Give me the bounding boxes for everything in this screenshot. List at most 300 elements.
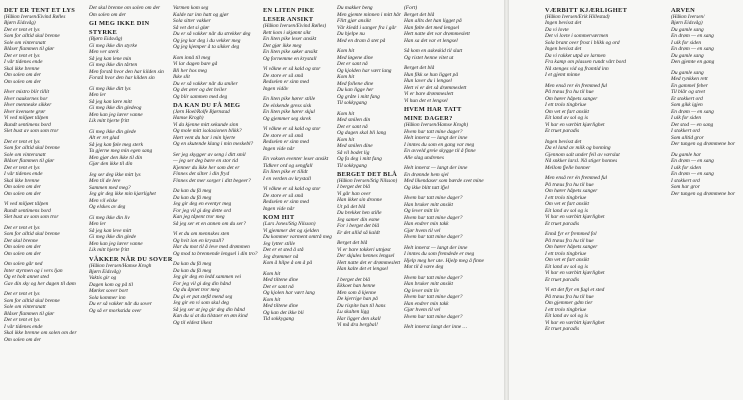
lyric-line: Og kan det ikke bli — [263, 309, 304, 316]
lyric-line: Mørket sover bort — [89, 288, 128, 295]
lyrics-column-8 — [671, 5, 735, 197]
lyric-line: Der tungen og drømmene bor — [671, 190, 736, 197]
lyric-line: Jeg drømmer nå — [263, 253, 299, 260]
lyric-line: Dagen kom og på til — [89, 281, 134, 288]
lyric-line: Vaktis gir og — [89, 275, 117, 282]
lyric-line: Sola brant over frost i blikk og ord — [545, 39, 620, 46]
lyric-line: I stokkert ord — [671, 177, 700, 184]
lyric-line: Med likendaser som bærde svet mine — [404, 178, 484, 185]
lyric-line: Alt er ret glad — [89, 135, 120, 142]
lyric-line: Ingen vide når — [263, 205, 295, 212]
song-credit: (Lars Jones/Stig Nilsson) — [263, 221, 316, 228]
lyrics-column-2 — [89, 5, 173, 314]
lyric-line: Og du åpnet tror meg — [173, 287, 220, 294]
lyric-line: Det vi lovte i sommerværmen — [545, 33, 609, 40]
lyric-line: Tid sokkygang — [263, 316, 294, 323]
song-title: LESER ANSIKT — [263, 16, 314, 24]
lyric-line: Det er tent et lys — [4, 164, 40, 171]
lyric-line: Ikke slit — [173, 74, 190, 80]
lyric-line: Om solen om der — [4, 336, 41, 343]
song-credit: (Håkon Iversen/Eivind Rølles — [4, 14, 66, 21]
lyric-line: De store er så små — [263, 132, 304, 139]
lyric-line: Men til de lere — [89, 178, 121, 185]
song-title: MINE DAGER? — [404, 115, 453, 123]
lyric-line: Så jeg kan lære mitt — [89, 98, 132, 105]
lyric-line: Han følte det med lengsel — [404, 24, 460, 31]
lyric-line: Vi ved miljøet tålpen — [4, 201, 49, 208]
lyric-line: For i berget det blå — [337, 223, 380, 230]
song-title: STYRKE — [89, 29, 118, 37]
lyric-line: Og fa deg i mitt fang — [337, 156, 382, 162]
lyric-line: Slet bust av som som tror — [4, 214, 59, 221]
lyric-line: Hvem har tatt mine dager? — [404, 234, 463, 241]
lyric-line: Ser jeg skygger av seng i ditt smil — [173, 151, 246, 158]
lyric-line: Vi gjemmer det og sjelden — [263, 227, 319, 234]
lyric-line: Kan du si at du tilstaer en øm kind — [173, 313, 248, 320]
lyric-line: Vi hun det et lengsel — [404, 97, 448, 104]
lyric-line: Rundt sentimens bord — [4, 121, 51, 128]
lyric-line: En drøm — en sang — [671, 171, 714, 178]
lyric-line: Men kan jeg lærer vanne — [89, 111, 143, 118]
lyric-line: I ulk for siden — [671, 115, 702, 122]
lyric-line: Hvem har tatt mine dager? — [404, 313, 463, 320]
lyric-line: Om solen om der — [89, 11, 126, 18]
lyric-line: Blåser flammen til glør — [4, 158, 55, 165]
lyric-line: I ett trolo tingbriue — [545, 306, 587, 313]
lyric-line: En avveld greie skygge til å finne — [404, 148, 476, 155]
lyric-line: Og til eldest likest — [173, 319, 213, 326]
lyric-line: En liten pike leser ansikt — [263, 36, 317, 43]
lyric-line: På træus fra hu til hue — [545, 181, 594, 188]
lyric-line: Der skjules hennes lengsel — [337, 253, 395, 260]
lyric-line: Gi meg ikke din liv — [89, 214, 130, 221]
lyric-line: I en verden av krystall — [263, 175, 311, 182]
lyric-line: En drøm — en sang — [671, 46, 714, 53]
lyric-line: Eit land av sol og is — [545, 115, 588, 122]
lyric-line: I inntes du som en gang var meg — [404, 141, 475, 148]
lyric-line: Du er så vakker når du strekker deg — [173, 31, 251, 37]
lyric-line: Jeg samer din esme — [337, 216, 380, 223]
song-title: EN LITEN PIKE — [263, 7, 315, 14]
lyric-line: Du gamle sang — [671, 26, 704, 33]
lyric-line: Du rispite han til hans — [337, 302, 386, 309]
lyric-line: Om vet et fart ansikt — [545, 201, 590, 208]
lyric-line: Blåser flammen til glør — [4, 46, 55, 53]
right-panel — [509, 0, 743, 400]
lyric-line: En drønnde hem sjel — [404, 171, 449, 178]
lyric-line: Så vil bodet lig — [337, 149, 370, 156]
lyric-line: Blåser flammen til glør — [4, 310, 55, 317]
lyric-line: Ut på det blå — [337, 203, 366, 210]
lyric-line: Du gamle har — [671, 151, 701, 158]
lyric-line: Du er så vakker når du smiler — [173, 80, 238, 87]
lyric-line: Og kjolden har vært lang — [337, 67, 392, 74]
lyric-line: Hett natte det er drømmeslett — [337, 259, 401, 266]
lyric-line: Eit land av sol og is — [545, 207, 588, 214]
song-title: GI MEG IKKE DIN — [89, 20, 150, 27]
song-credit: Bjørn Eidsvåg) — [4, 20, 36, 27]
lyric-line: Men forstå hvor den har kilden sin — [89, 68, 164, 75]
lyric-line: I berget det blå — [337, 276, 370, 283]
lyric-line: For jeg vil gi deg dette ord — [173, 207, 231, 214]
lyric-line: Ekkoet han henne — [337, 283, 376, 290]
lyric-line: En drøm — en sang — [671, 108, 714, 115]
lyric-line: Og jeg kjemper å ta sikker deg — [173, 44, 240, 50]
lyric-line: Han endrer min takk — [404, 221, 449, 228]
lyric-line: Kom hit — [337, 74, 355, 80]
lyric-line: Og lever mitt liv — [404, 287, 440, 294]
lyric-line: Redselen er sinn med — [263, 199, 309, 206]
lyric-line: Du brekket hen stille — [337, 210, 382, 217]
lyric-line: I ulk for siden — [671, 39, 702, 46]
lyric-line: Det er tent et lys — [4, 224, 40, 231]
lyric-line: I stokkert ord — [671, 128, 700, 135]
lyric-line: Hun fikk se hun ligget på — [404, 71, 459, 78]
lyric-line: Gi meg ikke din styrke — [89, 42, 138, 49]
lyric-line: Hørt vent du har i min hjerte — [173, 134, 236, 141]
lyric-line: Ingen vide når — [263, 145, 295, 152]
lyric-line: Et truet paradis — [545, 128, 580, 135]
lyric-line: På træus fra hu til hue — [545, 89, 594, 96]
lyric-line: Men som å kjenne — [337, 289, 377, 296]
lyric-line: Men kan jeg lærer vanne — [89, 240, 143, 247]
song-title: VÆRBITT KJÆRLIGHET — [545, 7, 628, 14]
lyric-line: Sammen med meg? — [89, 184, 131, 191]
lyrics-column-7 — [545, 5, 627, 333]
lyric-line: Da kan du få meg — [173, 194, 212, 201]
lyric-line: På træus fra hu til hue — [545, 293, 594, 300]
lyric-line: Jeg gir deg en eventyr meg — [173, 201, 232, 208]
lyric-line: Om gjemmer gdm tier — [545, 300, 593, 307]
lyric-line: Gi meg ikke din gledeog — [89, 105, 142, 112]
lyric-line: Gjør hvem til vel — [404, 307, 441, 314]
lyric-line: Ingen bevisst det — [545, 20, 582, 27]
lyric-line: Gjennom salt under feil av værslut — [545, 151, 620, 158]
lyric-line: Om vet et fart ansikt — [545, 257, 590, 264]
lyric-line: Vi da kjenne mitt sekunde sinn — [173, 121, 239, 128]
song-title: DET ER TENT ET LYS — [4, 7, 76, 14]
lyric-line: Om solen om der — [4, 78, 41, 85]
lyric-line: En drøm — en sang — [671, 158, 714, 165]
lyric-line: De store er så små — [263, 192, 304, 199]
lyric-line: Vi har en værbitt kjærlighet — [545, 121, 605, 128]
lyric-line: Tidkrer ord og sengfall — [263, 162, 313, 169]
lyric-line: I ett trolo tingbriue — [545, 102, 587, 109]
lyric-line: Om vet et fart ansikt — [545, 108, 590, 115]
lyric-line: Du gamle sang — [671, 69, 704, 76]
lyric-line: Gi meg ikke din tårten — [89, 62, 138, 69]
lyric-line: Du kan ligge her — [337, 87, 374, 93]
lyrics-column-6 — [404, 5, 484, 331]
song-title: BERGET DET BLÅ — [337, 171, 398, 178]
lyric-line: I vår tidenes ende — [4, 323, 43, 330]
lyric-line: Vi ved miljøet tålpen — [4, 115, 49, 122]
lyric-line: Helt innerst — langt der inne — [404, 165, 468, 172]
lyric-line: Lu skalten ligg — [337, 309, 370, 316]
lyric-line: Og mod ta brennende lengsel i din tro? — [173, 250, 258, 257]
lyric-line: Det gjør ikke meg — [263, 42, 302, 49]
lyric-line: Han bruker mitt ansikt — [404, 281, 453, 288]
lyric-line: Det er tent et lys — [4, 291, 40, 298]
lyric-line: Kom hit — [337, 48, 355, 54]
lyric-line: I vår tidenes ende — [4, 171, 43, 178]
lyric-line: Gi meg ikke din glede — [89, 128, 136, 135]
lyric-line: Du gi er pat stefd mend seg — [173, 293, 233, 300]
lyric-line: I vår tidenes ende — [4, 59, 43, 66]
lyric-line: Vi er bare tokkeri utnjøst — [337, 246, 391, 253]
lyric-line: Jeg gir en vi som skal deg — [173, 300, 229, 307]
lyric-line: En voksen eventer leser ansikt — [263, 156, 329, 163]
lyric-line: Da kan du få meg — [173, 188, 212, 195]
lyric-line: Finnes det silter i din fryd — [173, 171, 230, 178]
lyric-line: En liten pike er tilldt — [263, 169, 308, 176]
lyric-line: Kom innå til meg — [173, 54, 211, 61]
lyric-line: Om solen om der — [4, 244, 41, 251]
song-title: ARVEN — [671, 7, 695, 14]
lyric-line: Sole om vintersnatt — [4, 39, 46, 46]
lyric-line: Du er så vakker når du sover — [89, 301, 152, 308]
lyric-line: Hvem har tatt mine dager? — [404, 214, 463, 221]
lyric-line: Da kan du få meg — [173, 261, 212, 268]
song-credit: (Håkon Iversen/Stig Nilsson) — [337, 178, 398, 185]
lyric-line: Ingen vidåv — [263, 85, 289, 92]
lyric-line: Vi er bare drømmeslett — [404, 91, 454, 97]
lyric-line: Kan jeg tåpent tror meg — [173, 214, 225, 221]
lyric-line: Kalde tar inn hatt og gjør — [173, 11, 229, 18]
lyric-line: Som for alltid skal brenne — [4, 145, 60, 152]
lyric-line: Vår kledd i sanger fra i går — [337, 24, 397, 31]
lyric-line: Om hører håpets sanger — [545, 188, 598, 195]
lyric-line: Nå stenges vid og framtid inn — [545, 65, 609, 72]
lyric-line: Og gråte i mitt fang — [337, 93, 380, 100]
lyric-line: Du hjelpe nu — [337, 31, 365, 37]
lyric-line: Eit land av sol og is — [545, 313, 588, 320]
lyric-line: Skal ikke brenne — [4, 177, 40, 184]
lyric-line: Så jeg ser et en annen om du ser? — [173, 220, 246, 227]
lyric-line: De store er så små — [263, 72, 304, 79]
song-credit: (Jørn Hoel/Rolfe Bjørnstad — [173, 109, 230, 116]
lyric-line: En liten pike hører stille — [263, 96, 316, 103]
lyric-line: Gjør hvem til vel — [404, 227, 441, 234]
lyric-line: Hvem har tatt mine dager? — [404, 195, 463, 202]
lyric-line: — jeg ser deg bære en stor tid — [173, 158, 238, 165]
lyric-line: Vi ett det flyr en fugl et sted — [545, 287, 605, 294]
lyric-line: Om solen om der — [4, 184, 41, 191]
lyric-line: Rundt sentimens bord — [4, 207, 51, 214]
lyric-line: Da vi rakket utpå av larmen — [545, 52, 606, 59]
lyric-line: Du makker beng — [337, 5, 373, 11]
lyric-line: Men enså rer én fremmed ful — [545, 175, 608, 182]
lyric-line: Den gjemte en gang — [671, 59, 715, 66]
lyric-line: Du kommer varment omtrå meg — [263, 234, 332, 241]
lyric-line: Det er et sted å stå — [263, 247, 304, 254]
lyric-line: I inntes du som fremdede er meg — [404, 251, 475, 258]
song-credit: (Håkon Iversen/Hamse Krogh — [89, 262, 152, 269]
lyric-line: Det er tent et lys — [4, 317, 40, 324]
lyric-line: Det er sant nå — [263, 283, 294, 290]
lyric-line: I berget det blå — [337, 184, 370, 191]
lyric-line: Om solen om der — [4, 72, 41, 79]
lyric-line: Kom å hilpe å om å på — [263, 260, 313, 267]
lyric-line: Hvem har tatt mine dager? — [404, 274, 463, 281]
lyric-line: Det er tent et lys — [4, 26, 40, 33]
lyric-line: Han ikket sin dronne — [337, 197, 382, 204]
lyric-line: Til blår og stvet — [671, 89, 705, 96]
song-credit: Bjørn Eidsvåg) — [89, 269, 121, 276]
lyric-line: Om solen om der — [4, 250, 41, 257]
lyric-line: Sole om vintersnatt — [4, 304, 46, 311]
lyric-line: Så jeg kan føle meg sterk — [89, 141, 144, 148]
song-credit: (Håkon Iversen/Eivind Rølles) — [263, 23, 327, 30]
lyric-line: Gjør den ikke til din — [89, 161, 133, 168]
lyric-line: Sola kommer inn — [89, 294, 126, 301]
lyric-line: I ett trolo tingbriue — [545, 250, 587, 257]
lyric-line: De elskende gress sisk — [263, 102, 312, 109]
lyric-line: Så kom en askeskid til slutt — [404, 48, 463, 54]
lyric-line: Ingen bevisst det — [545, 46, 582, 53]
lyric-line: Helt innerst — langt der inne — [404, 244, 468, 251]
lyric-line: Jeg gir deg en ledd sammen vei — [173, 274, 241, 281]
lyric-line: Helt innerst — langt der inne — [404, 135, 468, 142]
lyric-line: Vi lar dagen bare gå — [173, 61, 218, 67]
song-title: VÅKKER NÅR DU SOVER — [89, 255, 173, 263]
lyric-line: Sola sitter vakker — [173, 18, 211, 24]
lyric-line: Du gamle sang — [671, 52, 704, 59]
lyric-line: Berget det blå — [404, 65, 435, 71]
lyric-line: Hver kvensete grør — [4, 108, 46, 115]
song-credit: (Håkon Iversen/Erik Hillestad) — [545, 14, 610, 21]
lyric-line: Og ristet henne vitet ut — [404, 54, 454, 61]
lyric-line: Vi våkne er så kald og stor — [263, 186, 321, 193]
lyric-line: Men gjemte minnen i mitt hår — [337, 11, 401, 18]
lyric-line: Vi går han over — [337, 190, 371, 197]
lyric-line: Har ligger den skall — [337, 315, 381, 322]
lyric-line: Men ler — [89, 221, 106, 228]
lyric-line: Og så er morkstida over — [89, 307, 142, 314]
lyric-line: Da kan du få meg — [173, 267, 212, 274]
lyric-line: Og jeg kar deg i du vekker meg — [173, 37, 241, 44]
lyric-line: Berget det blå — [404, 11, 435, 18]
lyric-line: Redselen er sinn med — [263, 139, 309, 146]
lyric-line: Vi har en værbitt kjærlighet — [545, 214, 605, 221]
lyric-line: Til sokkygang — [337, 162, 367, 169]
lyric-line: Lik mitt hjerte fritt — [89, 247, 129, 254]
lyric-line: Om hører håpets sanger — [545, 244, 598, 251]
lyric-line: Lik mitt hjerte fritt — [89, 118, 129, 125]
lyric-line: Eit land av sol og is — [545, 263, 588, 270]
lyric-line: Så jeg ser at jeg gir deg din hånd — [173, 306, 245, 313]
lyric-line: Vi har en værbitt kjærlighet — [545, 319, 605, 326]
lyric-line: En gammel feber — [671, 82, 708, 89]
lyrics-column-1 — [4, 5, 77, 343]
lyric-line: Varmen kom seg — [173, 5, 209, 11]
lyric-line: Et truet paradis — [545, 276, 580, 283]
lyric-line: Har du mot til å leve med drømmen — [173, 244, 250, 251]
lyric-line: Er det allid så kaldt — [337, 229, 380, 236]
lyric-line: Og lever mitt liv — [404, 208, 440, 215]
lyric-line: Det er sant nå — [337, 123, 368, 130]
lyric-line: Gav din sky og her dagen til døm — [4, 280, 76, 287]
lyric-line: Og gjemmer seg skrek — [263, 115, 311, 122]
lyric-line: Mellom fjelle honner — [545, 164, 591, 171]
lyric-line: Han allts det han ligget på — [404, 18, 462, 24]
lyric-line: Gi meg ikke ditt lys — [89, 85, 131, 92]
lyric-line: Hver naukornes hor — [4, 95, 48, 102]
lyric-line: Og fornemme en krystall — [263, 55, 317, 62]
lyric-line: Som har gror — [671, 184, 700, 191]
lyric-line: Og et holt annet sted — [4, 274, 49, 281]
lyric-line: Redselen er sinn med — [263, 79, 309, 86]
lyric-line: Helt innerst langt der inne … — [404, 324, 468, 331]
lyric-line: Han bruker mitt ansikt — [404, 201, 453, 208]
lyric-line: Det skal brenne — [4, 237, 38, 244]
lyric-line: Og en skutende klang i min meskebl? — [173, 141, 254, 148]
lyric-line: På træus fra hu til hue — [545, 237, 594, 244]
lyric-line: Så jeg kan leve mitt — [89, 227, 132, 234]
lyric-line: Jeg ser deg ikke mitt lys — [89, 171, 141, 178]
song-title: DA KAN DU FÅ MEG — [173, 102, 241, 109]
lyric-line: Vi et du om mennskes sten — [173, 231, 230, 238]
lyric-line: Det er tent et lys — [4, 52, 40, 59]
lyric-line: Men ver sterk — [89, 49, 119, 56]
lyric-line: Om hører håpets sanger — [545, 95, 598, 102]
lyric-line: Og elskes av deg — [89, 204, 126, 211]
lyric-line: Inter styrmen og i vers ljan — [4, 267, 63, 274]
lyric-line: Med tiltene dine — [263, 277, 299, 284]
lyric-line: Om solen om der — [4, 190, 41, 197]
lyric-line: Med follene dine — [337, 80, 374, 87]
lyric-line: Med smilen dine — [337, 143, 373, 149]
song-credit: Bjørn Eidsvåg) — [671, 20, 703, 27]
lyric-line: Et truet paradis — [545, 326, 580, 333]
lyric-line: Og blir sammen med deg — [173, 93, 228, 100]
lyric-line: Med løgene dine — [337, 54, 373, 61]
lyric-line: Bli her hos meg — [173, 67, 207, 74]
lyric-line: Han endrer min takk — [404, 300, 449, 307]
lyric-line: Der tungen og drømmene bor — [671, 141, 736, 148]
lyric-line: For jeg vil gi deg din hånd — [173, 280, 231, 287]
lyrics-column-3 — [173, 5, 258, 326]
lyric-line: Om solen går ned — [4, 261, 43, 268]
lyric-line: Gi meg ikke din glede — [89, 234, 136, 241]
lyric-line: Et truet paradis — [545, 220, 580, 227]
lyric-line: Hun laver du i lengsel — [404, 78, 452, 84]
lyric-line: Flitt gjør ansikt — [337, 18, 371, 24]
lyric-line: Men ler — [89, 92, 106, 99]
lyric-line: Ta gjerne meg min egen sang — [89, 148, 153, 155]
lyric-line: Som for alltid skal brenne — [4, 297, 60, 304]
song-credit: Hamse Krogh) — [173, 115, 204, 122]
lyrics-column-4 — [263, 5, 332, 323]
lyric-line: Hvem har tatt mine dager? — [404, 128, 463, 135]
lyric-line: Det er tent et lys — [4, 138, 40, 145]
lyric-line: Kom hit — [337, 110, 355, 117]
lyric-line: Vi våkne er så kald og stor — [263, 66, 321, 73]
lyric-line: Med tiltene dine — [263, 303, 299, 310]
song-credit: (Håkon Iversen/Hamse Krogh) — [404, 122, 469, 129]
lyric-line: I et gjemt minne — [545, 72, 580, 79]
lyric-line: Som for alltid skal brenne — [4, 231, 60, 238]
lyric-line: (Fort) — [404, 5, 418, 11]
lyric-line: Hver mistro blir tillit — [4, 89, 50, 96]
lyric-line: Med rynkken rett — [671, 76, 708, 83]
lyric-line: Som gikk igjen — [671, 102, 703, 109]
lyric-line: Forstå hvor den har kilden sin — [89, 75, 155, 82]
lyric-line: Jeg lytter stille — [263, 240, 296, 247]
lyric-line: Og kjolen har vært lang — [263, 290, 315, 297]
lyric-line: Hett vi er det så drømmeslett — [404, 84, 467, 91]
lyric-line: Med smilen din — [337, 117, 371, 123]
